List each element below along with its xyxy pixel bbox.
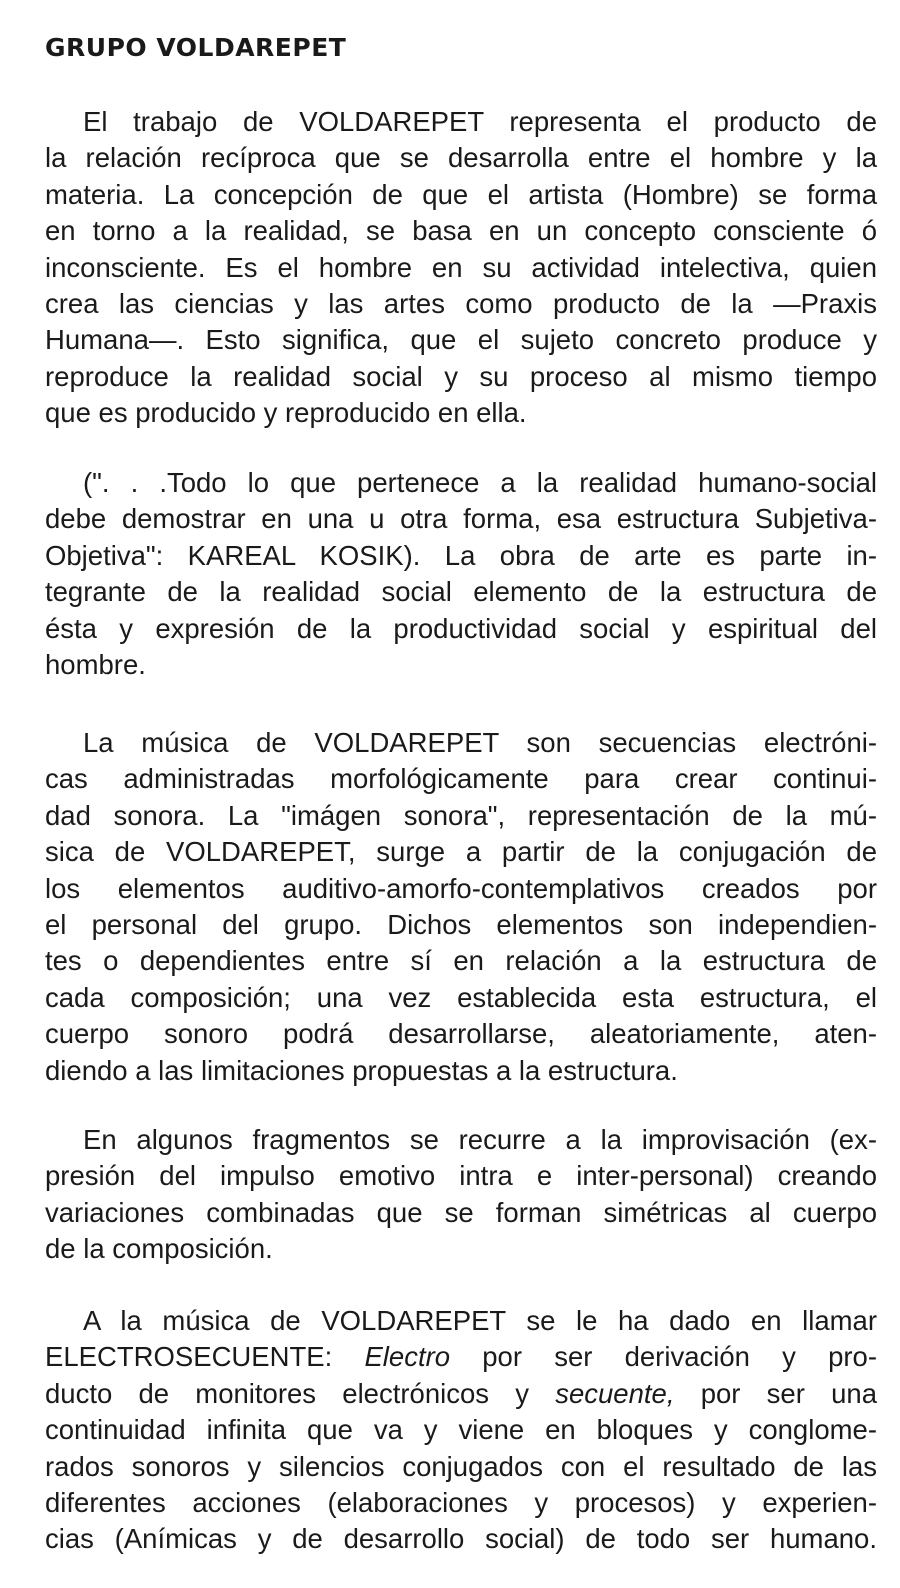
paragraph-line: Objetiva": KAREAL KOSIK). La obra de arte es parte in-	[45, 539, 877, 571]
paragraph-line: (". . .Todo lo que pertenece a la realidad humano-social	[83, 467, 877, 498]
paragraph-line: el personal del grupo. Dichos elementos son independien-	[45, 908, 877, 940]
line-text: ducto de monitores electrónicos y	[45, 1377, 556, 1409]
paragraph-line: presión del impulso emotivo intra e inter-personal) creando	[45, 1160, 877, 1192]
paragraph-line: cada composición; una vez establecida esta estructura, el	[45, 981, 877, 1013]
paragraph-line: hombre.	[45, 648, 146, 680]
paragraph-line: sica de VOLDAREPET, surge a partir de la conjugación de	[45, 836, 877, 868]
paragraph-line: tegrante de la realidad social elemento de la estructura de	[45, 576, 877, 608]
paragraph-line: La música de VOLDAREPET son secuencias electróni-	[83, 727, 877, 758]
paragraph-line: debe demostrar en una u otra forma, esa estructura Subjetiva-	[45, 503, 877, 535]
paragraph-line	[45, 1376, 877, 1412]
paragraph-line: los elementos auditivo-amorfo-contemplativos creados por	[45, 872, 877, 904]
paragraph-2	[45, 465, 877, 683]
paragraph-1	[45, 104, 877, 432]
paragraph-4	[45, 1122, 877, 1268]
paragraph-line: cas administradas morfológicamente para crear continui-	[45, 763, 877, 795]
paragraph-line	[45, 1339, 877, 1375]
paragraph-line: en torno a la realidad, se basa en un concepto consciente ó	[45, 215, 877, 247]
line-text: ELECTROSECUENTE:	[45, 1341, 365, 1373]
paragraph-line: diendo a las limitaciones propuestas a la estructura.	[45, 1054, 678, 1086]
italic-term: secuente,	[555, 1377, 675, 1409]
paragraph-line: continuidad infinita que va y viene en bloques y conglome-	[45, 1414, 877, 1446]
paragraph-line: En algunos fragmentos se recurre a la improvisación (ex-	[83, 1124, 877, 1155]
paragraph-line: materia. La concepción de que el artista (Hombre) se forma	[45, 178, 877, 210]
paragraph-line: diferentes acciones (elaboraciones y procesos) y experien-	[45, 1486, 877, 1518]
paragraph-line: El trabajo de VOLDAREPET representa el producto de	[83, 106, 877, 137]
paragraph-line: ésta y expresión de la productividad social y espiritual del	[45, 612, 877, 644]
paragraph-3	[45, 725, 877, 1089]
paragraph-line: cuerpo sonoro podrá desarrollarse, aleatoriamente, aten-	[45, 1018, 877, 1050]
line-text: por ser derivación y pro-	[450, 1341, 877, 1373]
paragraph-line: tes o dependientes entre sí en relación a la estructura de	[45, 945, 877, 977]
paragraph-line: cias (Anímicas y de desarrollo social) de todo ser humano.	[45, 1523, 877, 1555]
italic-term: Electro	[364, 1341, 451, 1373]
line-text: por ser una	[674, 1377, 877, 1409]
paragraph-line: reproduce la realidad social y su proceso al mismo tiempo	[45, 360, 877, 392]
paragraph-line: rados sonoros y silencios conjugados con el resultado de las	[45, 1450, 877, 1482]
paragraph-line: variaciones combinadas que se forman simétricas al cuerpo	[45, 1196, 877, 1228]
paragraph-line: Humana—. Esto significa, que el sujeto concreto produce y	[45, 324, 877, 356]
paragraph-line: crea las ciencias y las artes como producto de la —Praxis	[45, 287, 877, 319]
paragraph-5	[45, 1303, 877, 1558]
paragraph-line: que es producido y reproducido en ella.	[45, 397, 527, 429]
paragraph-line: inconsciente. Es el hombre en su actividad intelectiva, quien	[45, 251, 877, 283]
paragraph-line: dad sonora. La "imágen sonora", representación de la mú-	[45, 799, 877, 831]
paragraph-line: A la música de VOLDAREPET se le ha dado en llamar	[83, 1305, 877, 1336]
paragraph-line: la relación recíproca que se desarrolla entre el hombre y la	[45, 142, 877, 174]
document-heading: GRUPO VOLDAREPET	[45, 33, 347, 62]
paragraph-line: de la composición.	[45, 1233, 273, 1265]
